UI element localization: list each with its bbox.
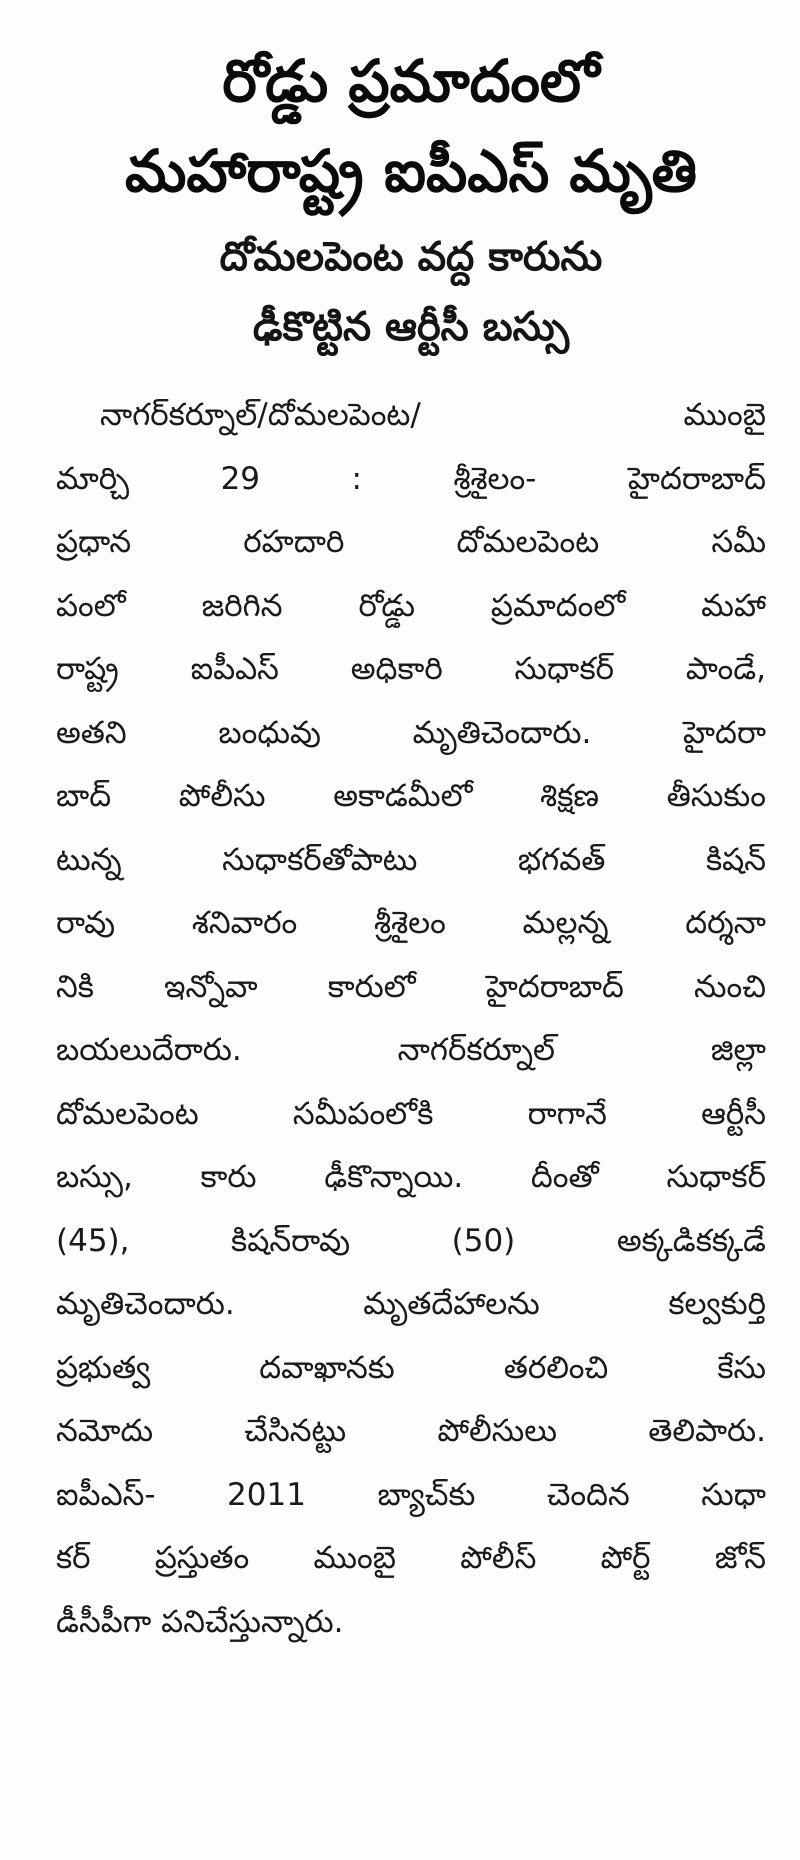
body-line: నాగర్‌కర్నూల్/దోమలపెంట/ ముంబై xyxy=(100,397,766,433)
body-line: బస్సు, కారు ఢీకొన్నాయి. దీంతో సుధాకర్ xyxy=(56,1159,766,1195)
body-line: నికి ఇన్నోవా కారులో హైదరాబాద్ నుంచి xyxy=(56,968,766,1005)
body-line: కర్ ప్రస్తుతం ముంబై పోలీస్ పోర్ట్ జోన్ xyxy=(56,1540,766,1576)
body-line: మార్చి 29 : శ్రీశైలం- హైదరాబాద్ xyxy=(56,460,766,497)
body-line: పంలో జరిగిన రోడ్డు ప్రమాదంలో మహా xyxy=(56,587,766,624)
subheadline xyxy=(56,222,766,362)
body-line: మృతిచెందారు. మృతదేహాలను కల్వకుర్తి xyxy=(56,1286,766,1322)
body-line: రావు శనివారం శ్రీశైలం మల్లన్న దర్శనా xyxy=(56,905,766,941)
body-line: నమోదు చేసినట్టు పోలీసులు తెలిపారు. xyxy=(56,1413,766,1449)
body-line: ప్రధాన రహదారి దోమలపెంట సమీ xyxy=(56,524,766,560)
body-line: టున్న సుధాకర్‌తోపాటు భగవత్ కిషన్ xyxy=(56,841,766,878)
body-line: ప్రభుత్వ దవాఖానకు తరలించి కేసు xyxy=(56,1349,766,1386)
subheadline-line: దోమలపెంట వద్ద కారును xyxy=(219,234,603,280)
headline-line: మహారాష్ట్ర ఐపీఎస్ మృతి xyxy=(124,137,698,205)
body-line: డీసీపీగా పనిచేస్తున్నారు. xyxy=(56,1603,344,1640)
article-body xyxy=(56,384,766,1654)
headline xyxy=(56,36,766,216)
body-line: బాద్ పోలీసు అకాడమీలో శిక్షణ తీసుకుం xyxy=(56,778,766,814)
body-line: (45), కిషన్‌రావు (50) అక్కడికక్కడే xyxy=(56,1222,766,1259)
body-line: దోమలపెంట సమీపంలోకి రాగానే ఆర్టీసీ xyxy=(56,1095,766,1132)
body-line: రాష్ట్ర ఐపీఎస్ అధికారి సుధాకర్ పాండే, xyxy=(56,651,766,687)
headline-line: రోడ్డు ప్రమాదంలో xyxy=(222,47,600,115)
body-line: బయలుదేరారు. నాగర్‌కర్నూల్ జిల్లా xyxy=(56,1032,766,1068)
subheadline-line: ఢీకొట్టిన ఆర్టీసీ బస్సు xyxy=(252,304,570,350)
body-line: అతని బంధువు మృతిచెందారు. హైదరా xyxy=(56,714,766,751)
body-line: ఐపీఎస్- 2011 బ్యాచ్‌కు చెందిన సుధా xyxy=(56,1476,766,1513)
